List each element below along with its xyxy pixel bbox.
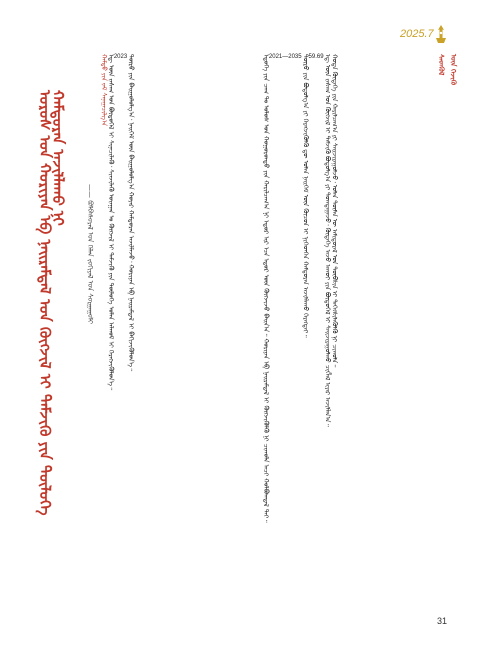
section-label: ᠰᠡᠳᠬᠦᠯ ᠦᠨ ᠭᠡᠵᠢᠬᠦ [437,54,457,86]
body-paragraph: ᠡᠳ᠋ ᠦᠨ ᠵᠠᠰᠠᠭ ᠤᠨ ᠪᠦᠲᠦᠭᠡᠯ ᠢ ᠰᠢᠨᠡᠴᠢᠯᠡᠬᠦ᠂ ᠰᠢᠨᠵᠢᠯᠡᠬᠦ ᠤᢈᠠᠭᠠᠨ ᠤ ᠬᠥᠭᠵᠢᠯ ᠢ ᠳᠡᠮᠵᠢᠬᠦ ᠶᠢᠨ ᠲᠥᠯᠥᠭᠡ ᠣᠯᠠᠨ ᠠᠯᠬᠤᠮ ᠢ ᠬᠡᠷᠡᠭᠵᠢᠭᠦᠯᠦᠨ᠎ᠡ᠃ [106,54,115,391]
body-text-column-left [100,54,258,554]
body-paragraph: ᠲᠥᠷᠦ ᠶᠢᠨ ᠪᠠᠢᠭᠤᠯᠤᠯᠭ᠎ᠠ᠂ ᠨᠡᠢᠭᠡᠮ ᠦᠨ ᠪᠠᠢᠭᠤᠯᠤᠯᠭ᠎ᠠ ᠬᠣᠶᠠᠷ ᠬᠠᠮᠲᠤᠷᠠᠨ ᠠᠵᠢᠯᠯᠠᠵᠤ᠂ ᠬᠣᠷᠢᠶᠠᠨ ᠡᠪ ᠨᠠᠢᠷᠠᠮᠳᠠᠯ ᠢ ᠪᠡᠬᠢᠵᠢᠭᠦᠯᠦᠨ᠎ᠡ᠃ [127,54,136,372]
article-headline: ᠤᠷᠤᠰ ᠤᠨ ᠬᠣᠷᠢᠶᠠᠨ ᠡᠪ ᠨᠠᠢᠷᠠᠮᠳᠠᠯ ᠤᠨ ᠬᠥᠭᠵᠢᠯ ᠢ ᠳᠡᠮᠵᠢᠬᠦ ᠶᠢᠨ ᠲᠥᠯᠥᠭᠡ ᠬᠠᠮᠲᠤᠷᠠᠨ ᠠᠵᠢᠯᠯᠠᠬᠤ ᠨᠢ [36,90,67,516]
body-paragraph: ᠲᠥᠷᠦ ᠶᠢᠨ ᠪᠣᠳᠣᠯᠭ᠎ᠠ ᠶᠢ ᠬᠡᠷᠡᠭᠵᠢᠭᠦᠯᠬᠦ ᠳᠦ ᠣᠯᠠᠨ ᠨᠡᠢᠭᠡᠮ ᠦᠨ ᠬᠦᠴᠦᠨ ᠢ ᠨᠢᠭᠡᠳᠭᠡᠨ ᠬᠠᠮᠲᠤᠷᠠᠨ ᠠᠵᠢᠯᠯᠠᠬᠤ ᠬᠡᠷᠡᠭᠲᠡᠢ᠃ [301,54,310,338]
page-number: 31 [437,616,448,626]
body-paragraph: ᠬᠣᠲᠠ ᠬᠥᠳᠡᠭᠡ ᠶᠢᠨ ᠬᠠᠷᠢᠯᠴᠠᠭ᠎ᠠ ᠶᠢ ᠰᠠᠢᠵᠢᠷᠠᠭᠤᠯᠵᠤ᠂ ᠣᠯᠠᠨ ᠲᠦᠮᠡᠨ ᠦ ᠠᠮᠢᠳᠤᠷᠠᠯ ᠤᠨ ᠲᠦᠪᠰᠢᠨ ᠢ ᠳᠡᠭᠡᠭᠰᠢᠯᠡᠭᠦᠯᠬᠦ ᠨᠢ ᠴᠢᠬᠤᠯᠠ᠃ [330,54,339,368]
year-reference: 2021—2035 [268,54,302,60]
number-reference: 59.69 [308,54,324,60]
body-paragraph: ᠡᠳᠦᠭᠡ ᠶᠢᠨ ᠴᠠᠭ ᠲᠤ ᠤᠯᠤᠰ ᠤᠨ ᠬᠣᠭᠣᠷᠤᠨᠳᠤ ᠶᠢᠨ ᠬᠠᠷᠢᠯᠴᠠᠭ᠎ᠠ ᠨᠢ ᠡᠳᠦᠷ ᠢᠷ ᠡᠴᠡ ᠡᠳᠦᠷ ᠦᠨ ᠬᠥᠭᠵᠢᠵᠦ ᠪᠠᠢᠨ᠎ᠠ᠃ ᠬᠣᠷᠢᠶᠠᠨ ᠡᠪ ᠨᠠᠢᠷᠠᠮᠳᠠᠯ ᠢ ᠬᠥᠭᠵᠢᠭᠦᠯᠬᠦ ᠨᠢ ᠴᠢᠬᠤᠯᠠ ᠠᠴᠢ ᠬᠣᠯᠪᠣᠭᠳᠠᠯ ᠲᠠᠢ᠃ [261,54,270,523]
mongolian-ornament-logo-icon [433,24,449,44]
year-reference: 2023 [113,54,128,60]
body-text-column-right [262,54,442,554]
article-byline: —— ᠪᠣᠯᠪᠠᠰᠤᠷᠠᠯ ᠤᠨ ᠬᠡᠯᠡᠨ ᠵᠣᠬᠢᠶᠠᠯ ᠤᠨ ᠰᠤᠷᠭᠠᠭᠤᠯᠢ [86,184,94,324]
body-paragraph: ᠡᠳ᠋ ᠦᠨ ᠵᠠᠰᠠᠭ ᠤᠨ ᠬᠥᠭᠵᠢᠯ ᠢ ᠳᠡᠮᠵᠢᠬᠦ ᠪᠣᠳᠣᠯᠭ᠎ᠠ ᠶᠢ ᠲᠣᠭᠲᠠᠭᠠᠵᠤ᠂ ᠬᠥᠳᠡᠭᠡ ᠠᠵᠤ ᠠᠬᠤᠢ ᠶᠢᠨ ᠪᠦᠲᠦᠭᠡᠯ ᠢ ᠰᠠᠢᠵᠢᠷᠠᠭᠤᠯᠬᠤ ᠴᠢᠭᠯᠡᠯ ᠢᠶᠡᠷ ᠠᠵᠢᠯᠯᠠᠨ᠎ᠠ᠃ [323,54,332,427]
issue-year: 2025.7 [400,28,434,40]
highlight-phrase: ᠬᠠᠮᠲᠤ ᠶᠢᠨ ᠵᠠᠮ ᠰᠠᠨᠠᠭᠠᠴᠢᠯᠭ᠎ᠠ [99,54,108,127]
